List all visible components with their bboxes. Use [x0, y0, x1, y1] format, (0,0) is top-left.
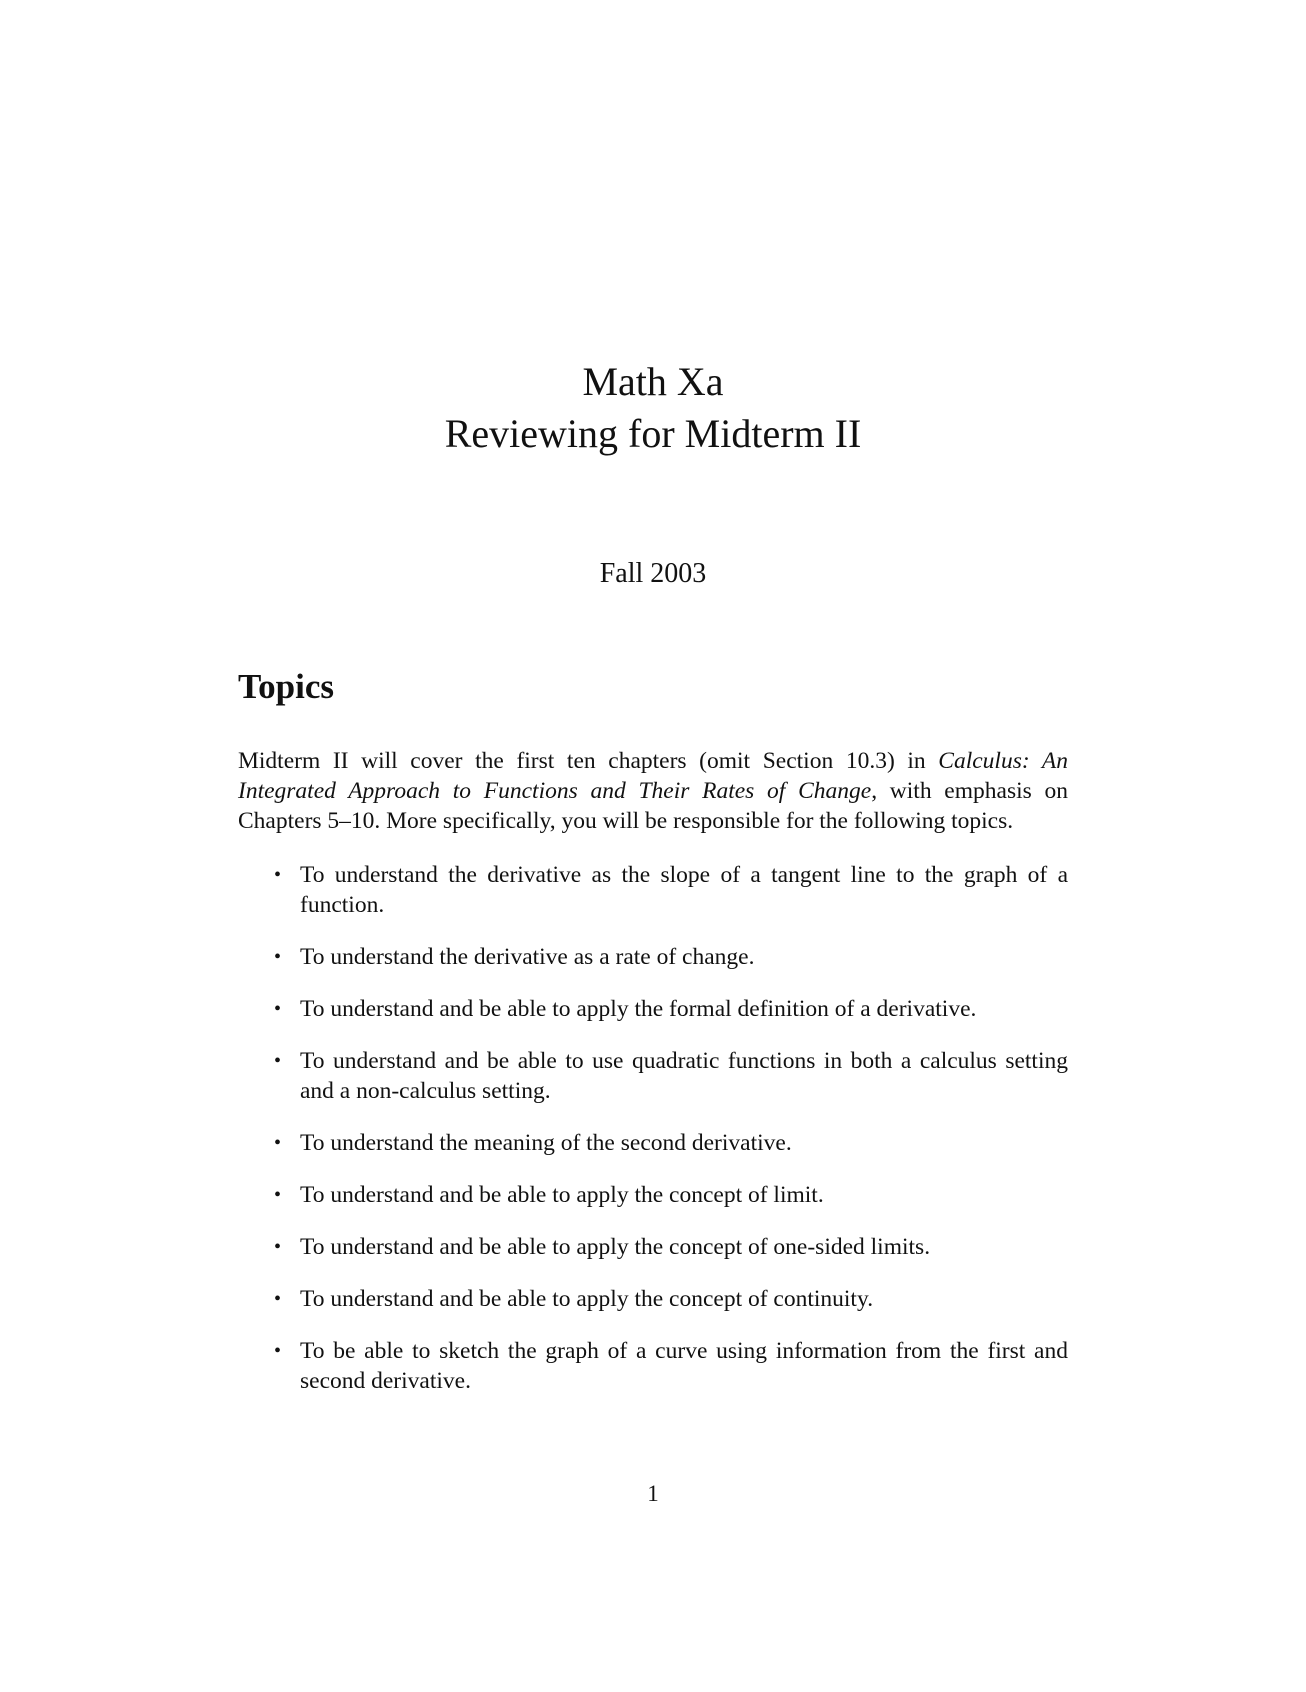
topic-item — [274, 1180, 1068, 1210]
bullet-icon: • — [274, 1050, 282, 1072]
topic-text: To understand and be able to use quadratic functions in both a calculus setting and a non-calculus setting. — [300, 1048, 1068, 1104]
bullet-icon: • — [274, 1236, 282, 1258]
topic-text: To understand the meaning of the second derivative. — [300, 1130, 792, 1156]
bullet-icon: • — [274, 946, 282, 968]
book-title: Calculus: An Integrated Approach to Functions and Their Rates of Change — [238, 748, 1068, 804]
topic-text: To understand and be able to apply the concept of one-sided limits. — [300, 1234, 931, 1260]
topic-text: To understand and be able to apply the formal definition of a derivative. — [300, 996, 977, 1022]
term-date: Fall 2003 — [599, 558, 707, 589]
topic-item — [274, 1232, 1068, 1262]
bullet-icon: • — [274, 1340, 282, 1362]
topics-list — [238, 860, 1068, 1396]
topic-text: To understand the derivative as the slope of a tangent line to the graph of a function. — [300, 862, 1068, 918]
course-title: Math Xa — [582, 359, 724, 404]
topic-item — [274, 1284, 1068, 1314]
intro-text-part1: Midterm II will cover the first ten chapters (omit Section 10.3) in — [238, 748, 939, 774]
title-block — [0, 356, 1306, 460]
topic-item — [274, 994, 1068, 1024]
bullet-icon: • — [274, 1132, 282, 1154]
topics-section — [238, 666, 1068, 1418]
topic-item — [274, 1046, 1068, 1106]
topic-text: To understand the derivative as a rate of change. — [300, 944, 755, 970]
intro-paragraph — [238, 746, 1068, 836]
topic-item — [274, 1336, 1068, 1396]
intro-text-part2: , with emphasis on Chapters 5–10. More specifically, you will be responsible for the following topics. — [238, 778, 1068, 834]
document-title: Reviewing for Midterm II — [444, 411, 862, 456]
topic-text: To understand and be able to apply the concept of continuity. — [300, 1286, 874, 1312]
bullet-icon: • — [274, 1288, 282, 1310]
bullet-icon: • — [274, 998, 282, 1020]
topic-text: To understand and be able to apply the concept of limit. — [300, 1182, 824, 1208]
bullet-icon: • — [274, 1184, 282, 1206]
topic-text: To be able to sketch the graph of a curve using information from the first and second derivative. — [300, 1338, 1068, 1394]
topic-item — [274, 942, 1068, 972]
topic-item — [274, 860, 1068, 920]
topic-item — [274, 1128, 1068, 1158]
section-heading: Topics — [238, 667, 334, 706]
bullet-icon: • — [274, 864, 282, 886]
page-number: 1 — [647, 1481, 659, 1506]
